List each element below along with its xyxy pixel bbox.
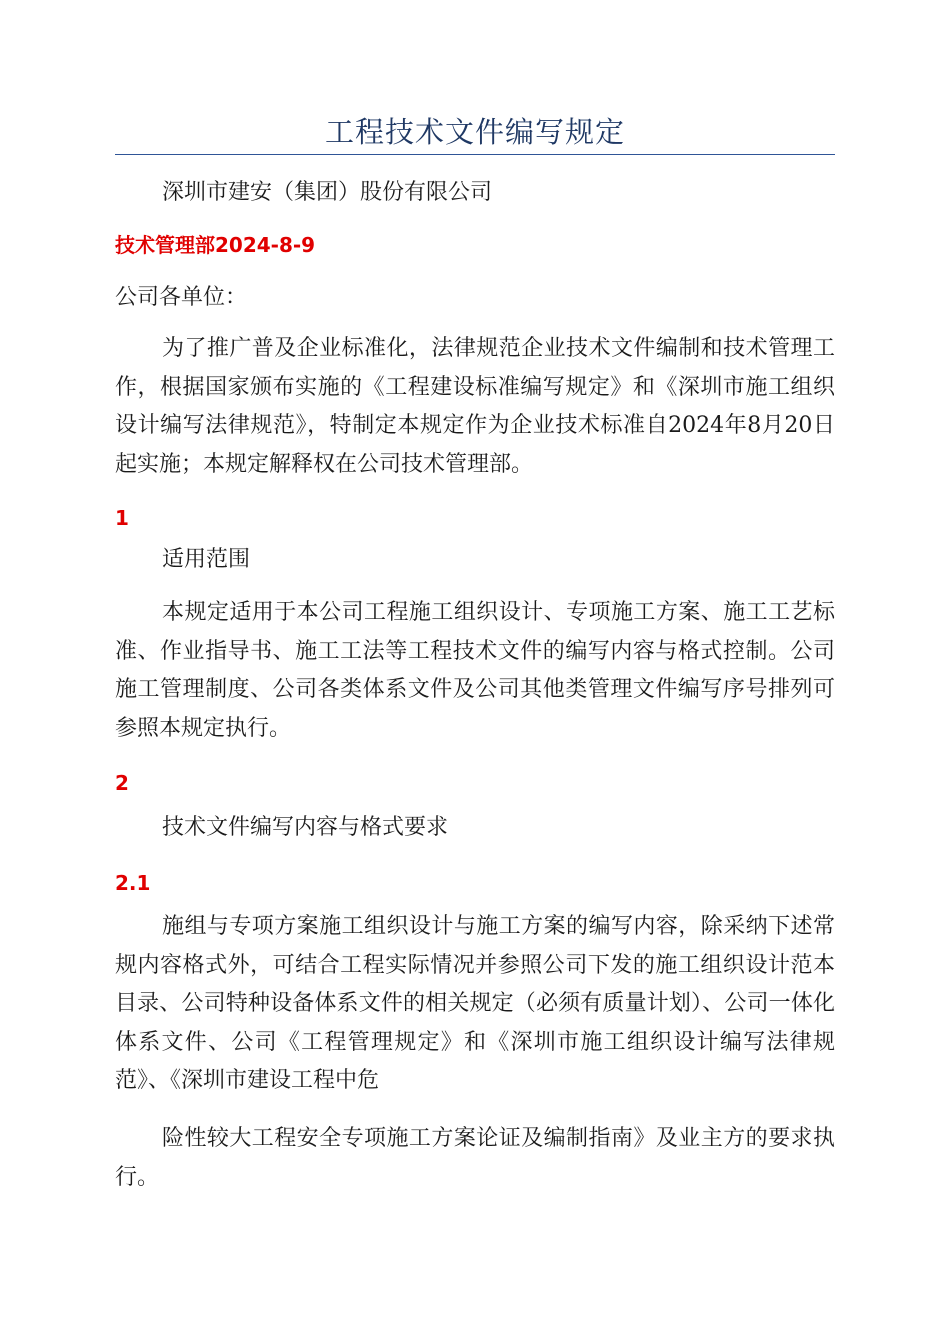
section-number: 2 bbox=[115, 771, 129, 795]
section-number: 1 bbox=[115, 506, 129, 530]
salutation: 公司各单位： bbox=[115, 285, 248, 310]
section-heading: 技术文件编写内容与格式要求 bbox=[162, 815, 449, 840]
subsection-number: 2.1 bbox=[115, 871, 151, 895]
company-name: 深圳市建安（集团）股份有限公司 bbox=[162, 180, 493, 205]
subsection-body: 施组与专项方案施工组织设计与施工方案的编写内容，除采纳下述常规内容格式外，可结合工程实际情况并参照公司下发的施工组织设计范本目录、公司特种设备体系文件的相关规定（必须有质量计划）、公司一体化体系文件、公司《工程管理规定》和《深圳市施工组织设计编写法律规范》、《深圳市建设工程中危 bbox=[115, 914, 835, 1093]
section-heading: 适用范围 bbox=[162, 547, 251, 572]
section-body: 本规定适用于本公司工程施工组织设计、专项施工方案、施工工艺标准、作业指导书、施工工法等工程技术文件的编写内容与格式控制。公司施工管理制度、公司各类体系文件及公司其他类管理文件编写序号排列可参照本规定执行。 bbox=[115, 600, 835, 741]
intro-paragraph: 为了推广普及企业标准化，法律规范企业技术文件编制和技术管理工作，根据国家颁布实施的《工程建设标准编写规定》和《深圳市施工组织设计编写法律规范》，特制定本规定作为企业技术标准自2024年8月20日起实施；本规定解释权在公司技术管理部。 bbox=[115, 336, 835, 477]
document-title: 工程技术文件编写规定 bbox=[324, 115, 625, 149]
title-underline bbox=[115, 154, 835, 155]
subsection-body-continued: 险性较大工程安全专项施工方案论证及编制指南》及业主方的要求执行。 bbox=[115, 1126, 835, 1190]
department-date: 技术管理部2024-8-9 bbox=[115, 233, 316, 257]
